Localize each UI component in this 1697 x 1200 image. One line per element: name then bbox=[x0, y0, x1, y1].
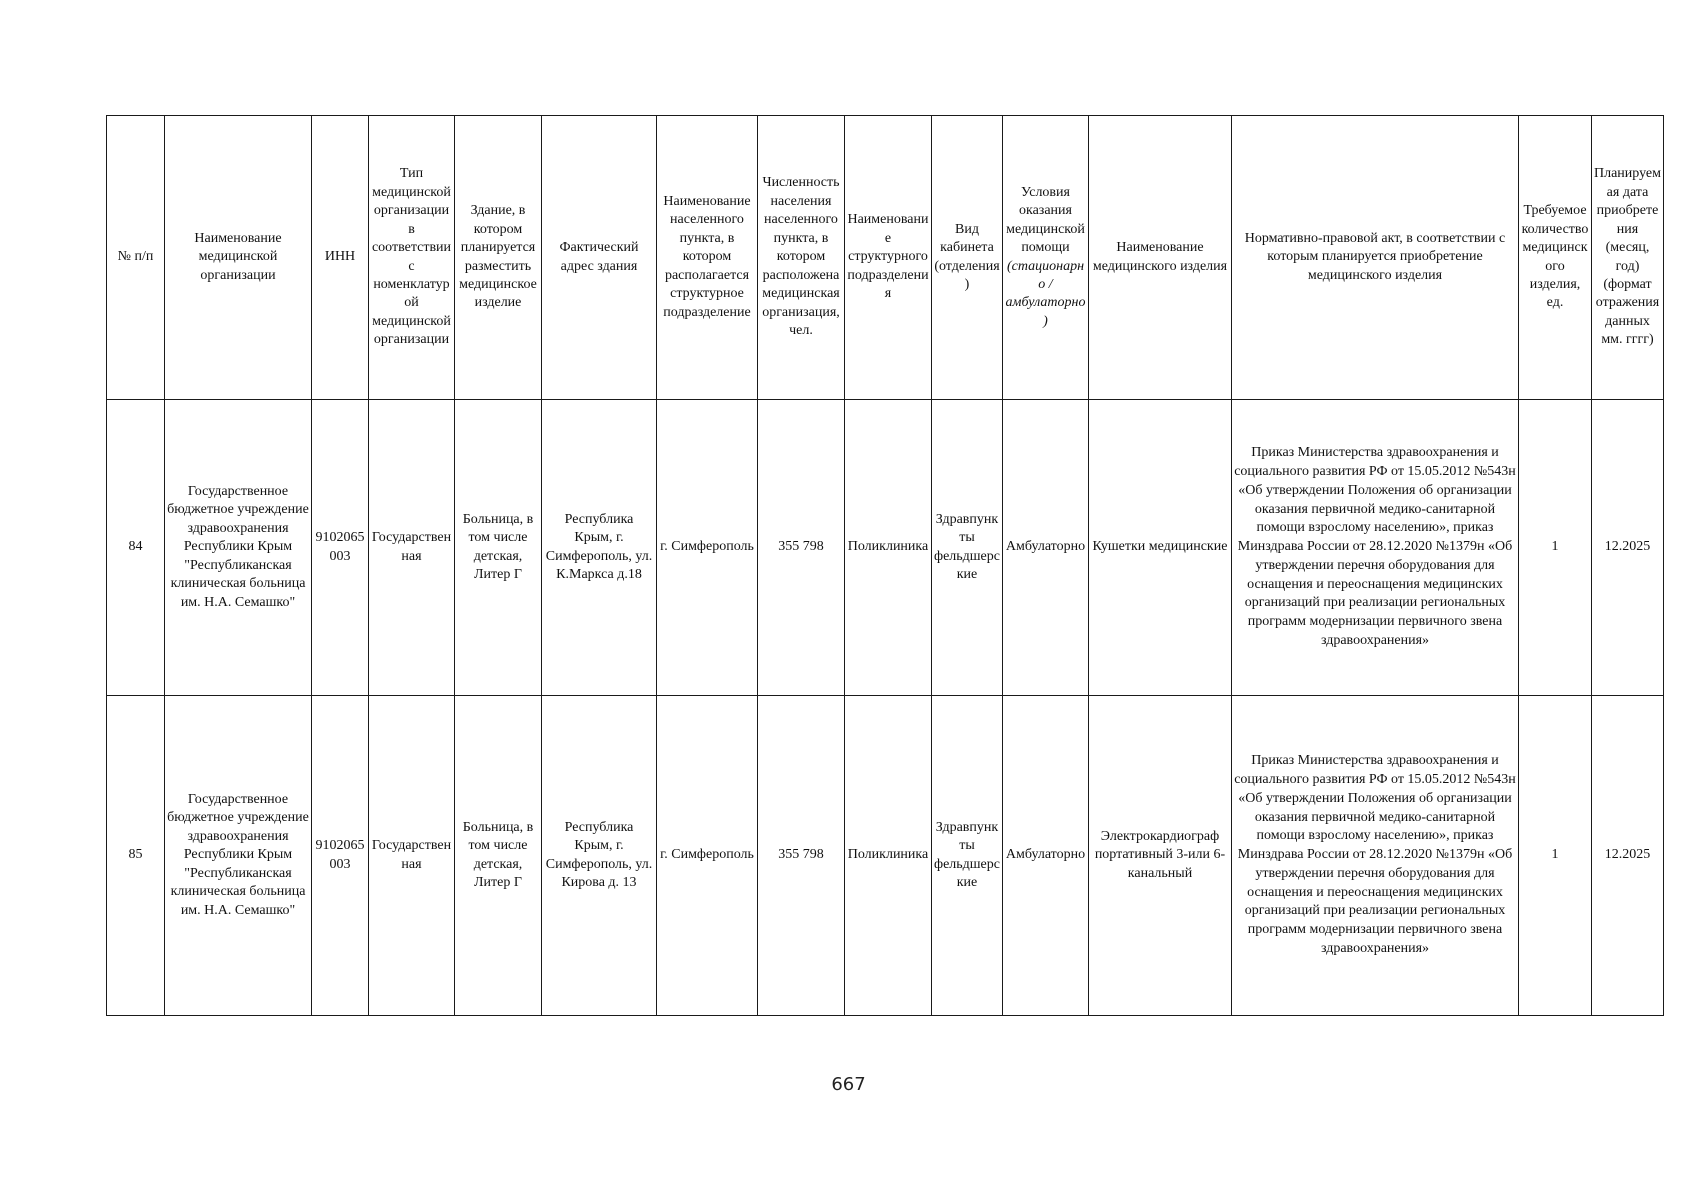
cell-org-name: Государственное бюджетное учреждение здравоохранения Республики Крым "Республиканская клиническая больница им. Н.А. Семашко" bbox=[165, 400, 312, 696]
header-row bbox=[107, 116, 1664, 400]
page-number: 667 bbox=[831, 1074, 866, 1095]
table-row bbox=[107, 400, 1664, 696]
header-cabinet bbox=[932, 116, 1003, 400]
cell-device: Кушетки медицинские bbox=[1089, 400, 1232, 696]
cell-inn: 9102065003 bbox=[312, 696, 369, 1016]
cell-quantity: 1 bbox=[1519, 696, 1592, 1016]
cell-conditions: Амбулаторно bbox=[1003, 400, 1089, 696]
cell-building: Больница, в том числе детская, Литер Г bbox=[455, 696, 542, 1016]
header-subdivision: Наименование структурного подразделения bbox=[845, 116, 932, 400]
cell-act: Приказ Министерства здравоохранения и социального развития РФ от 15.05.2012 №543н «Об утверждении Положения об организации оказания первичной медико-санитарной помощи взрослому населению», приказ Минздрава России от 28.12.2020 №1379н «Об утверждении перечня оборудования для оснащения и переоснащения медицинских организаций при реализации региональных программ модернизации первичного звена здравоохранения» bbox=[1232, 400, 1519, 696]
header-cabinet-note: (отделения) bbox=[934, 258, 1000, 292]
header-conditions-note: (стационарно / амбулаторно) bbox=[1005, 258, 1086, 329]
header-building: Здание, в котором планируется разместить медицинское изделие bbox=[455, 116, 542, 400]
header-conditions-label: Условия оказания медицинской помощи bbox=[1006, 184, 1085, 256]
header-device: Наименование медицинского изделия bbox=[1089, 116, 1232, 400]
cell-cabinet: Здравпункты фельдшерские bbox=[932, 696, 1003, 1016]
header-num: № п/п bbox=[107, 116, 165, 400]
cell-address: Республика Крым, г. Симферополь, ул. Кирова д. 13 bbox=[542, 696, 657, 1016]
cell-quantity: 1 bbox=[1519, 400, 1592, 696]
cell-population: 355 798 bbox=[758, 696, 845, 1016]
cell-address: Республика Крым, г. Симферополь, ул. К.Маркса д.18 bbox=[542, 400, 657, 696]
cell-org-type: Государственная bbox=[369, 400, 455, 696]
cell-device: Электрокардиограф портативный 3-или 6-канальный bbox=[1089, 696, 1232, 1016]
header-conditions bbox=[1003, 116, 1089, 400]
header-org-type: Тип медицинской организации в соответствии с номенклатурой медицинской организации bbox=[369, 116, 455, 400]
cell-subdivision: Поликлиника bbox=[845, 696, 932, 1016]
cell-cabinet: Здравпункты фельдшерские bbox=[932, 400, 1003, 696]
cell-date: 12.2025 bbox=[1592, 400, 1664, 696]
cell-population: 355 798 bbox=[758, 400, 845, 696]
cell-settlement: г. Симферополь bbox=[657, 696, 758, 1016]
header-date: Планируемая дата приобретения (месяц, год) (формат отражения данных мм. гггг) bbox=[1592, 116, 1664, 400]
header-cabinet-label: Вид кабинета bbox=[940, 221, 994, 256]
header-org-name: Наименование медицинской организации bbox=[165, 116, 312, 400]
cell-num: 84 bbox=[107, 400, 165, 696]
table-row bbox=[107, 696, 1664, 1016]
header-quantity: Требуемое количество медицинского изделия, ед. bbox=[1519, 116, 1592, 400]
header-act: Нормативно-правовой акт, в соответствии с которым планируется приобретение медицинского изделия bbox=[1232, 116, 1519, 400]
cell-subdivision: Поликлиника bbox=[845, 400, 932, 696]
header-inn: ИНН bbox=[312, 116, 369, 400]
cell-num: 85 bbox=[107, 696, 165, 1016]
cell-inn: 9102065003 bbox=[312, 400, 369, 696]
header-population: Численность населения населенного пункта, в котором расположена медицинская организация, чел. bbox=[758, 116, 845, 400]
cell-act: Приказ Министерства здравоохранения и социального развития РФ от 15.05.2012 №543н «Об утверждении Положения об организации оказания первичной медико-санитарной помощи взрослому населению», приказ Минздрава России от 28.12.2020 №1379н «Об утверждении перечня оборудования для оснащения и переоснащения медицинских организаций при реализации региональных программ модернизации первичного звена здравоохранения» bbox=[1232, 696, 1519, 1016]
cell-conditions: Амбулаторно bbox=[1003, 696, 1089, 1016]
cell-org-type: Государственная bbox=[369, 696, 455, 1016]
header-address: Фактический адрес здания bbox=[542, 116, 657, 400]
header-settlement: Наименование населенного пункта, в котором располагается структурное подразделение bbox=[657, 116, 758, 400]
equipment-register-table bbox=[106, 115, 1664, 1016]
cell-building: Больница, в том числе детская, Литер Г bbox=[455, 400, 542, 696]
cell-org-name: Государственное бюджетное учреждение здравоохранения Республики Крым "Республиканская клиническая больница им. Н.А. Семашко" bbox=[165, 696, 312, 1016]
cell-settlement: г. Симферополь bbox=[657, 400, 758, 696]
cell-date: 12.2025 bbox=[1592, 696, 1664, 1016]
